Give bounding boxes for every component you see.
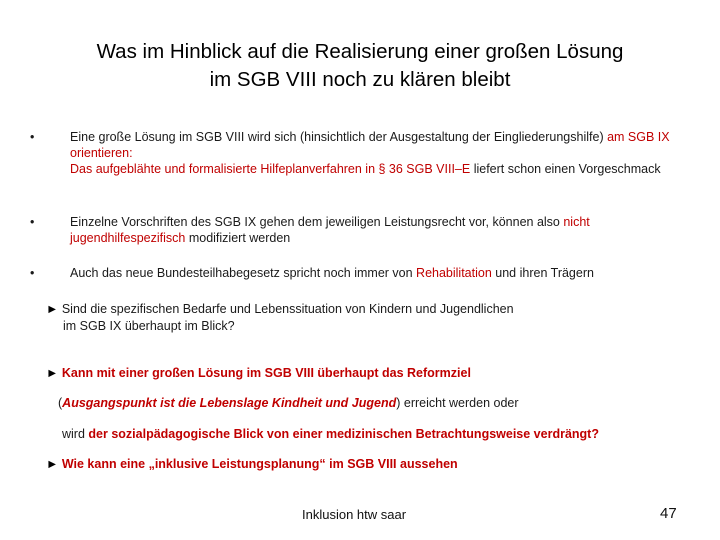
bullet-marker: • [30,266,35,280]
question-2-line-3-pre: wird [62,427,89,441]
question-2-line-2-rest: ) erreicht werden oder [396,396,519,410]
question-2-line-1: Kann mit einer großen Lösung im SGB VIII überhaupt das Reformziel [58,366,471,380]
bullet-text-plain: Eine große Lösung im SGB VIII wird sich (hinsichtlich der Ausgestaltung der Eingliederungshilfe) [70,130,608,144]
arrow-right-icon: ► [46,302,59,316]
bullet-text-highlight: Das aufgeblähte und formalisierte Hilfeplanverfahren in § 36 SGB VIII–E [70,162,471,176]
bullet-text-highlight: Rehabilitation [416,266,492,280]
question-2-line-3-bold: der sozialpädagogische Blick von einer medizinischen Betrachtungsweise verdrängt? [88,427,599,441]
arrow-right-icon: ► [46,457,59,471]
bullet-text-highlight: nicht jugendhilfespezifisch [70,215,590,245]
question-2 [46,365,696,382]
bullet-text-plain: und ihren Trägern [491,266,594,280]
bullet-item-2 [30,214,690,246]
title-line-2: im SGB VIII noch zu klären bleibt [209,68,511,91]
bullet-text-plain: modifiziert werden [185,231,291,245]
bullet-text-plain: Auch das neue Bundesteilhabegesetz spricht noch immer von [70,266,417,280]
title-line-1: Was im Hinblick auf die Realisierung einer großen Lösung [96,40,624,63]
question-1-line-2: im SGB IX überhaupt im Blick? [63,319,235,333]
page-number: 47 [660,505,677,522]
question-2-line-2 [58,395,708,412]
bullet-marker: • [30,215,35,229]
bullet-item-3 [30,265,690,281]
question-1-line-1: Sind die spezifischen Bedarfe und Lebenssituation von Kindern und Jugendlichen [58,302,514,316]
question-1 [46,301,696,335]
paren-open: ( [58,396,63,410]
arrow-right-icon: ► [46,366,59,380]
bullet-text [70,129,690,177]
question-2-line-3 [62,426,712,443]
bullet-item-1 [30,129,690,177]
bullet-text-plain: Einzelne Vorschriften des SGB IX gehen dem jeweiligen Leistungsrecht vor, können also [70,215,564,229]
bullet-text-plain: liefert schon einen Vorgeschmack [470,162,661,176]
bullet-text [70,214,690,246]
question-2-emphasis: Ausgangspunkt ist die Lebenslage Kindheit und Jugend [62,396,397,410]
page-title [40,38,680,94]
bullet-text-highlight: am SGB IX orientieren: [70,130,670,160]
question-3-text: Wie kann eine „inklusive Leistungsplanung“ im SGB VIII aussehen [58,457,458,471]
footer-label: Inklusion htw saar [302,507,407,522]
bullet-text [70,265,690,281]
bullet-marker: • [30,130,35,144]
question-3 [46,456,696,473]
